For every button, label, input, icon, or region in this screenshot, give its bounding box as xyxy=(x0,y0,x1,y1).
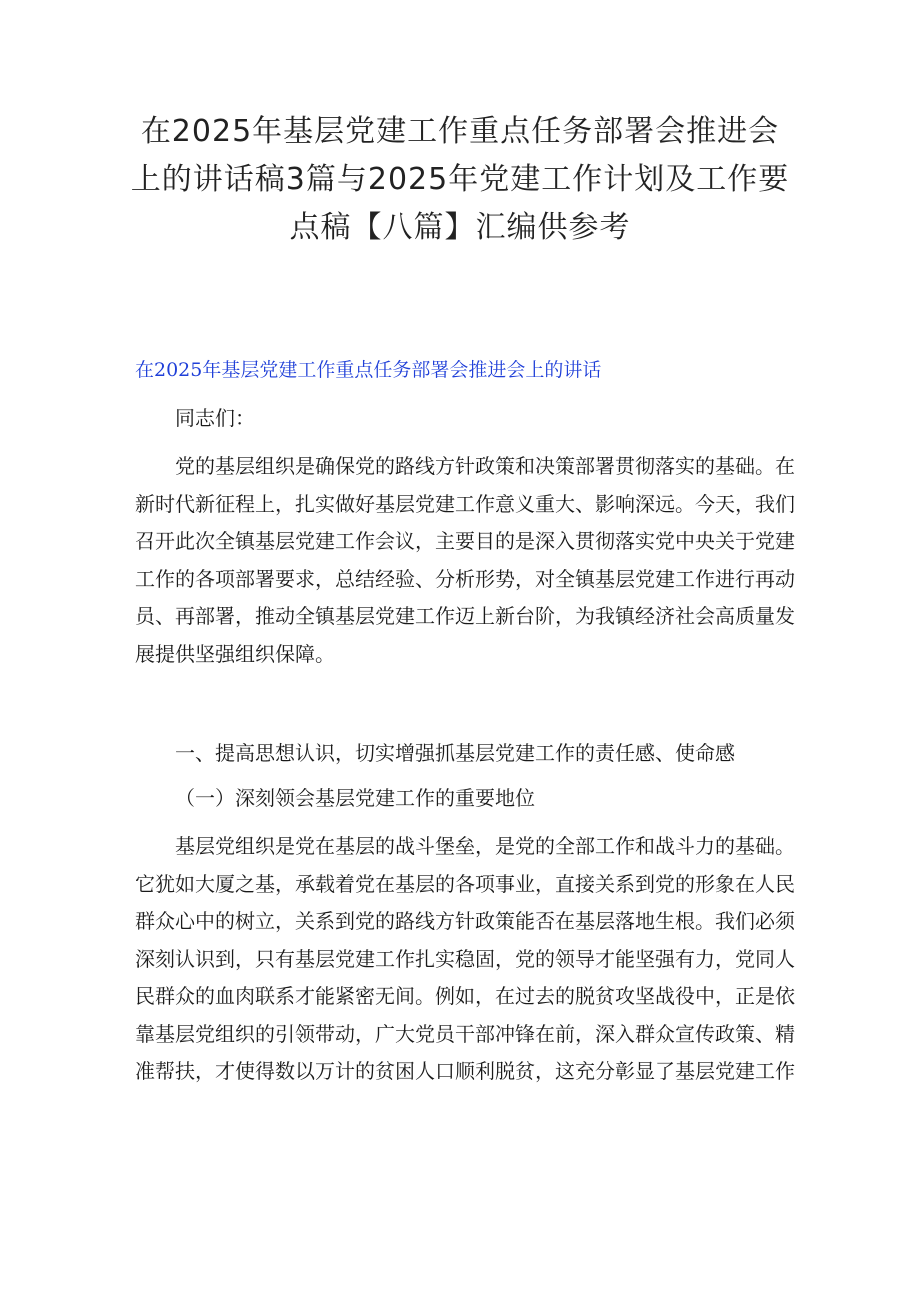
paragraph-1: 党的基层组织是确保党的路线方针政策和决策部署贯彻落实的基础。在新时代新征程上，扎实做好基层党建工作意义重大、影响深远。今天，我们召开此次全镇基层党建工作会议，主要目的是深入贯彻落实党中央关于党建工作的各项部署要求，总结经验、分析形势，对全镇基层党建工作进行再动员、再部署，推动全镇基层党建工作迈上新台阶，为我镇经济社会高质量发展提供坚强组织保障。 xyxy=(135,454,795,666)
subsection-heading-1: （一）深刻领会基层党建工作的重要地位 xyxy=(175,786,535,810)
document-title: 在2025年基层党建工作重点任务部署会推进会上的讲话稿3篇与2025年党建工作计划及工作要点稿【八篇】汇编供参考 xyxy=(130,114,790,245)
section-heading-1: 一、提高思想认识，切实增强抓基层党建工作的责任感、使命感 xyxy=(175,741,735,765)
section-link[interactable]: 在2025年基层党建工作重点任务部署会推进会上的讲话 xyxy=(135,359,602,381)
paragraph-2: 基层党组织是党在基层的战斗堡垒，是党的全部工作和战斗力的基础。它犹如大厦之基，承载着党在基层的各项事业，直接关系到党的形象在人民群众心中的树立，关系到党的路线方针政策能否在基层落地生根。我们必须深刻认识到，只有基层党建工作扎实稳固，党的领导才能坚强有力，党同人民群众的血肉联系才能紧密无间。例如，在过去的脱贫攻坚战役中，正是依靠基层党组织的引领带动，广大党员干部冲锋在前，深入群众宣传政策、精准帮扶，才使得数以万计的贫困人口顺利脱贫，这充分彰显了基层党建工作 xyxy=(135,834,795,1083)
greeting: 同志们： xyxy=(175,406,255,430)
